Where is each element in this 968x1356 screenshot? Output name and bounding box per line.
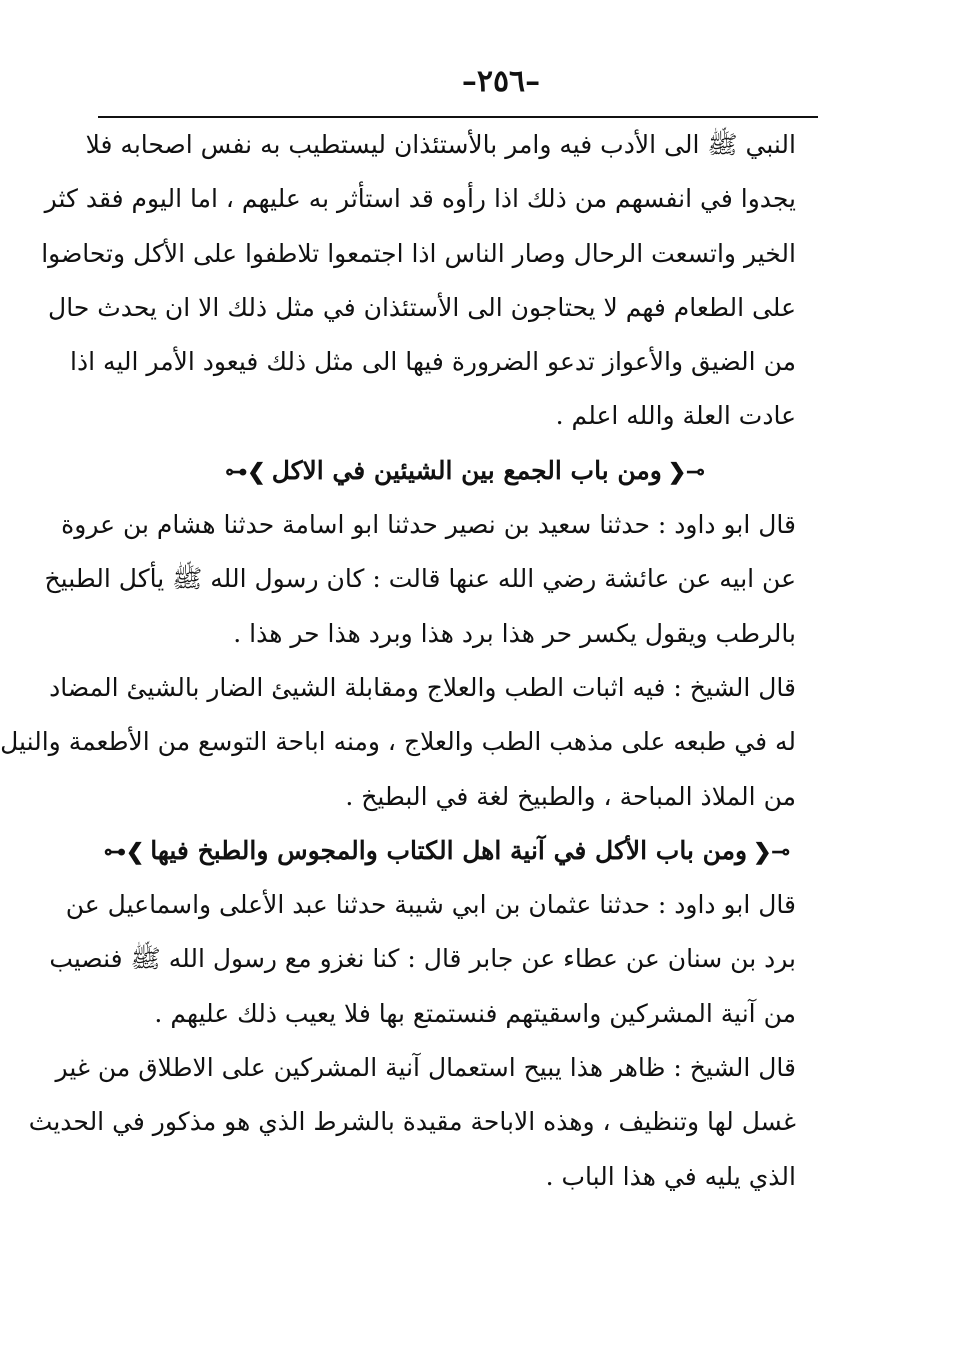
text-line: النبي ﷺ الى الأدب فيه وامر بالأستئذان ليستطيب به نفس اصحابه فلا	[85, 130, 796, 159]
text-line: الذي يليه في هذا الباب .	[545, 1161, 796, 1191]
section-heading-text: ومن باب الجمع بين الشيئين في الاكل	[271, 455, 662, 485]
text-line: قال الشيخ : فيه اثبات الطب والعلاج ومقابلة الشيئ الضار بالشيئ المضاد	[49, 672, 796, 702]
ornament-left-icon: ❯⊷	[103, 838, 145, 865]
text-line: بالرطب ويقول يكسر حر هذا برد هذا وبرد هذا حر هذا .	[233, 618, 796, 648]
page-number: –٢٥٦–	[461, 64, 541, 99]
text-line: من الضيق والأعواز تدعو الضرورة فيها الى مثل ذلك فيعود الأمر اليه اذا	[70, 347, 796, 377]
page-body	[0, 118, 796, 1204]
text-line: يجدوا في انفسهم من ذلك اذا رأوه قد استأثر به عليهم ، اما اليوم فقد كثر	[44, 184, 796, 214]
text-line: من آنية المشركين واسقيتهم فنستمتع بها فلا يعيب ذلك عليهم .	[154, 998, 796, 1028]
ornament-left-icon: ❯⊷	[225, 458, 266, 485]
text-line: من الملاذ المباحة ، والطبيخ لغة في البطيخ .	[345, 781, 796, 811]
text-line: على الطعام فهم لا يحتاجون الى الأستئذان في مثل ذلك الا ان يحدث حال	[48, 292, 796, 322]
section-heading-text: ومن باب الأكل في آنية اهل الكتاب والمجوس والطبخ فيها	[150, 835, 748, 865]
ornament-right-icon: ⊸❮	[667, 458, 705, 485]
section-heading	[134, 444, 796, 498]
text-line: قال ابو داود : حدثنا سعيد بن نصير حدثنا ابو اسامة حدثنا هشام بن عروة	[61, 510, 796, 540]
text-line: غسل لها وتنظيف ، وهذه الاباحة مقيدة بالشرط الذي هو مذكور في الحديث	[28, 1107, 796, 1137]
text-line: قال الشيخ : ظاهر هذا يبيح استعمال آنية المشركين على الاطلاق من غير	[55, 1053, 796, 1083]
text-line: برد بن سنان عن عطاء عن جابر قال : كنا نغزو مع رسول الله ﷺ فنصيب	[49, 944, 796, 974]
section-heading	[103, 824, 796, 878]
text-line: الخير واتسعت الرحال وصار الناس اذا اجتمعوا تلاطفوا على الأكل وتحاضوا	[41, 238, 796, 268]
text-line: له في طبعه على مذهب الطب والعلاج ، ومنه اباحة التوسع من الأطعمة والنيل	[0, 727, 796, 757]
ornament-right-icon: ⊸❮	[753, 838, 790, 865]
text-line: قال ابو داود : حدثنا عثمان بن ابي شيبة حدثنا عبد الأعلى واسماعيل عن	[65, 890, 796, 920]
text-line: عادت العلة والله اعلم .	[555, 401, 796, 431]
text-line: عن ابيه عن عائشة رضي الله عنها قالت : كان رسول الله ﷺ يأكل الطبيخ	[44, 564, 796, 594]
